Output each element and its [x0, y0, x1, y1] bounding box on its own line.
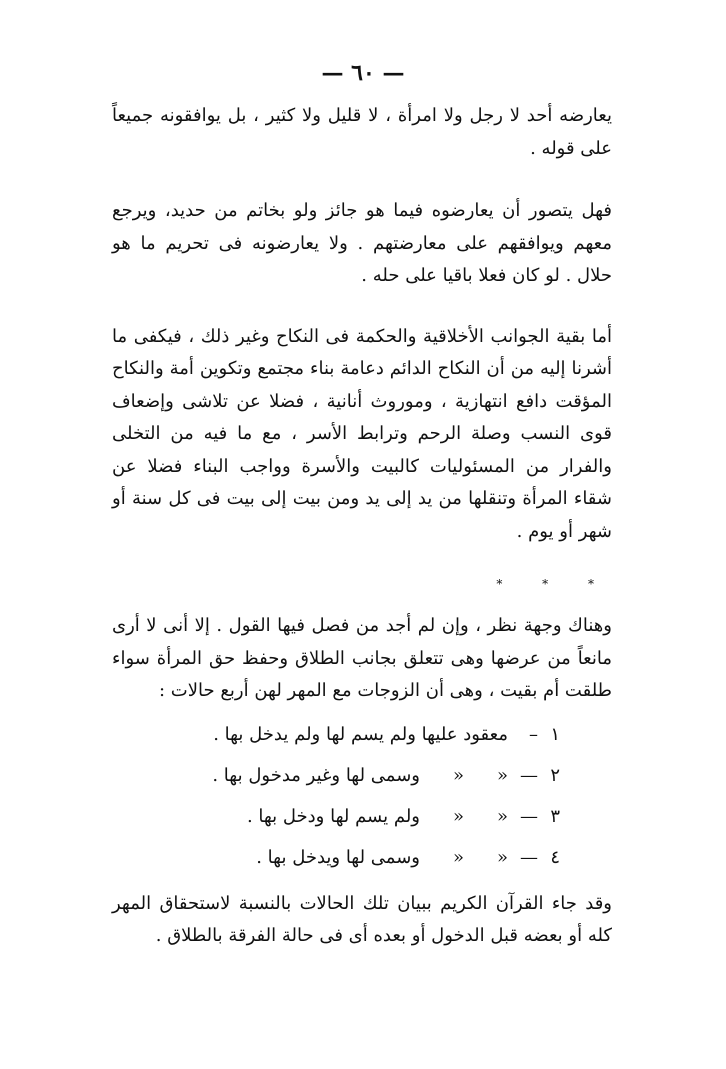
ditto-mark: « [496, 764, 508, 786]
page-number: — ٦٠ — [321, 60, 405, 86]
list-item-text: وسمى لها ويدخل بها . [256, 846, 420, 868]
list-item-number: ٣ [550, 805, 560, 827]
ditto-mark: « [452, 846, 464, 868]
paragraph: وقد جاء القرآن الكريم ببيان تلك الحالات بالنسبة لاستحقاق المهر كله أو بعضه قبل الدخول أو بعده أى فى حالة الفرقة بالطلاق . [112, 892, 612, 946]
page-body [112, 100, 612, 953]
list-item-text: معقود عليها ولم يسم لها ولم يدخل بها . [213, 723, 508, 745]
paragraph: وهناك وجهة نظر ، وإن لم أجد من فصل فيها القول . إلا أنى لا أرى مانعاً من عرضها وهى تتعلق بجانب الطلاق وحفظ حق المرأة سواء طلقت أم بقيت ، وهى أن الزوجات مع المهر لهن أربع حالات : [112, 615, 612, 701]
list-item [112, 714, 560, 755]
list-item-number: ٢ [550, 764, 560, 786]
list-item-dash: — [520, 846, 538, 868]
ditto-mark: « [496, 846, 508, 868]
cases-list [112, 714, 612, 878]
list-item [112, 837, 560, 878]
list-item-dash: — [520, 764, 538, 786]
section-separator: * * * [496, 577, 612, 591]
list-item-dash: – [529, 723, 538, 745]
list-item-number: ١ [550, 723, 560, 745]
list-item-text: ولم يسم لها ودخل بها . [246, 805, 420, 827]
ditto-mark: « [452, 805, 464, 827]
list-item-dash: — [520, 805, 538, 827]
list-item-text: وسمى لها وغير مدخول بها . [212, 764, 420, 786]
paragraph: أما بقية الجوانب الأخلاقية والحكمة فى النكاح وغير ذلك ، فيكفى ما أشرنا إليه من أن النكاح الدائم دعامة بناء مجتمع وتكوين أمة والنكاح المؤقت دافع انتهازية ، وموروث أنانية ، فضلا عن تلاشى وإضعاف قوى النسب وصلة الرحم وترابط الأسر ، مع ما فيه من التخلى والفرار من المسئوليات كالبيت والأسرة وواجب البناء فضلا عن شقاء المرأة وتنقلها من يد إلى يد ومن بيت إلى بيت فى كل سنة أو شهر أو يوم . [112, 325, 612, 542]
list-item [112, 755, 560, 796]
paragraph: فهل يتصور أن يعارضوه فيما هو جائز ولو بخاتم من حديد، ويرجع معهم ويوافقهم على معارضتهم . ولا يعارضونه فى تحريم ما هو حلال . لو كان فعلا باقيا على حله . [112, 200, 612, 286]
ditto-mark: « [496, 805, 508, 827]
paragraph: يعارضه أحد لا رجل ولا امرأة ، لا قليل ولا كثير ، بل يوافقونه جميعاً على قوله . [112, 105, 612, 159]
list-item [112, 796, 560, 837]
ditto-mark: « [452, 764, 464, 786]
list-item-number: ٤ [550, 846, 560, 868]
